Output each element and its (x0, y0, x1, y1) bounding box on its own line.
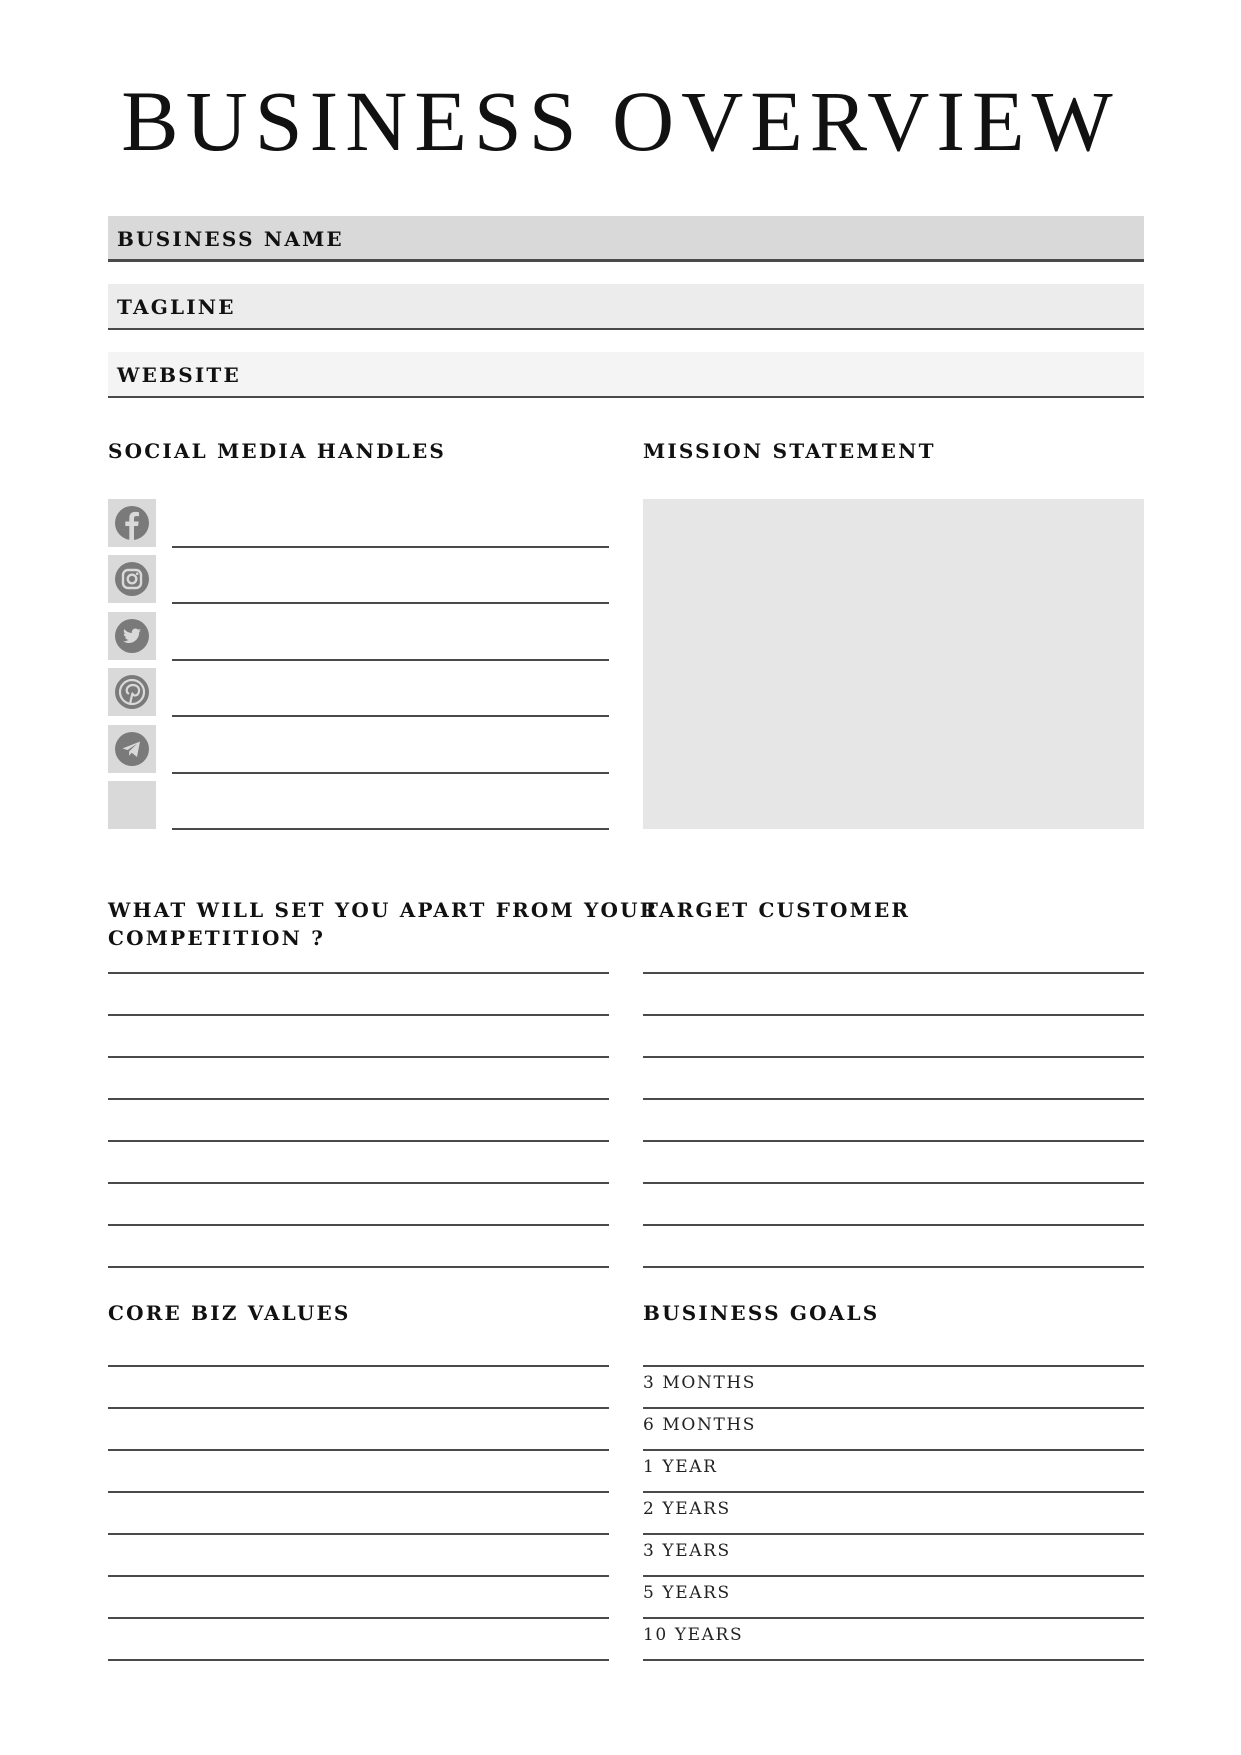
core-value-line[interactable] (108, 1575, 609, 1577)
telegram-icon-box (108, 725, 156, 773)
competition-line[interactable] (108, 1140, 609, 1142)
page-title: BUSINESS OVERVIEW (121, 73, 1120, 169)
social-handle-line[interactable] (172, 546, 609, 548)
business-goals-heading: BUSINESS GOALS (643, 1301, 880, 1325)
competition-line[interactable] (108, 1098, 609, 1100)
goal-6-months-label: 6 MONTHS (643, 1415, 757, 1435)
goal-line[interactable] (643, 1533, 1144, 1535)
social-handle-line[interactable] (172, 602, 609, 604)
competition-line[interactable] (108, 1224, 609, 1226)
target-customer-heading: TARGET CUSTOMER (643, 898, 911, 922)
social-handle-line[interactable] (172, 715, 609, 717)
goal-line[interactable] (643, 1659, 1144, 1661)
business-name-field[interactable] (108, 216, 1144, 262)
mission-statement-box[interactable] (643, 499, 1144, 829)
target-customer-line[interactable] (643, 1140, 1144, 1142)
goal-line[interactable] (643, 1449, 1144, 1451)
goal-1-year-label: 1 YEAR (643, 1457, 718, 1477)
telegram-icon (114, 731, 150, 767)
instagram-icon (114, 561, 150, 597)
goal-line[interactable] (643, 1491, 1144, 1493)
tagline-label: TAGLINE (117, 295, 236, 319)
target-customer-line[interactable] (643, 972, 1144, 974)
core-value-line[interactable] (108, 1617, 609, 1619)
competition-heading-line2: COMPETITION ? (108, 926, 326, 950)
competition-line[interactable] (108, 972, 609, 974)
target-customer-line[interactable] (643, 1014, 1144, 1016)
instagram-icon-box (108, 555, 156, 603)
twitter-icon (114, 618, 150, 654)
twitter-icon-box (108, 612, 156, 660)
goal-5-years-label: 5 YEARS (643, 1583, 731, 1603)
goal-3-years-label: 3 YEARS (643, 1541, 731, 1561)
business-name-label: BUSINESS NAME (117, 227, 344, 251)
target-customer-line[interactable] (643, 1266, 1144, 1268)
goal-line[interactable] (643, 1575, 1144, 1577)
target-customer-line[interactable] (643, 1224, 1144, 1226)
competition-line[interactable] (108, 1182, 609, 1184)
competition-line[interactable] (108, 1056, 609, 1058)
goal-line[interactable] (643, 1365, 1144, 1367)
facebook-icon-box (108, 499, 156, 547)
social-handle-line[interactable] (172, 772, 609, 774)
core-value-line[interactable] (108, 1491, 609, 1493)
social-handle-line[interactable] (172, 659, 609, 661)
competition-line[interactable] (108, 1266, 609, 1268)
pinterest-icon (114, 674, 150, 710)
tagline-field[interactable] (108, 284, 1144, 330)
competition-heading-line1: WHAT WILL SET YOU APART FROM YOUR (108, 898, 659, 922)
core-value-line[interactable] (108, 1365, 609, 1367)
target-customer-line[interactable] (643, 1098, 1144, 1100)
core-values-heading: CORE BIZ VALUES (108, 1301, 351, 1325)
competition-line[interactable] (108, 1014, 609, 1016)
social-handle-line[interactable] (172, 828, 609, 830)
core-value-line[interactable] (108, 1659, 609, 1661)
core-value-line[interactable] (108, 1533, 609, 1535)
core-value-line[interactable] (108, 1449, 609, 1451)
goal-line[interactable] (643, 1407, 1144, 1409)
target-customer-line[interactable] (643, 1056, 1144, 1058)
goal-10-years-label: 10 YEARS (643, 1625, 744, 1645)
core-value-line[interactable] (108, 1407, 609, 1409)
social-media-heading: SOCIAL MEDIA HANDLES (108, 439, 447, 463)
goal-2-years-label: 2 YEARS (643, 1499, 731, 1519)
pinterest-icon-box (108, 668, 156, 716)
blank-icon-box (108, 781, 156, 829)
mission-heading: MISSION STATEMENT (643, 439, 936, 463)
website-label: WEBSITE (117, 363, 241, 387)
website-field[interactable] (108, 352, 1144, 398)
goal-3-months-label: 3 MONTHS (643, 1373, 757, 1393)
target-customer-line[interactable] (643, 1182, 1144, 1184)
facebook-icon (114, 505, 150, 541)
goal-line[interactable] (643, 1617, 1144, 1619)
